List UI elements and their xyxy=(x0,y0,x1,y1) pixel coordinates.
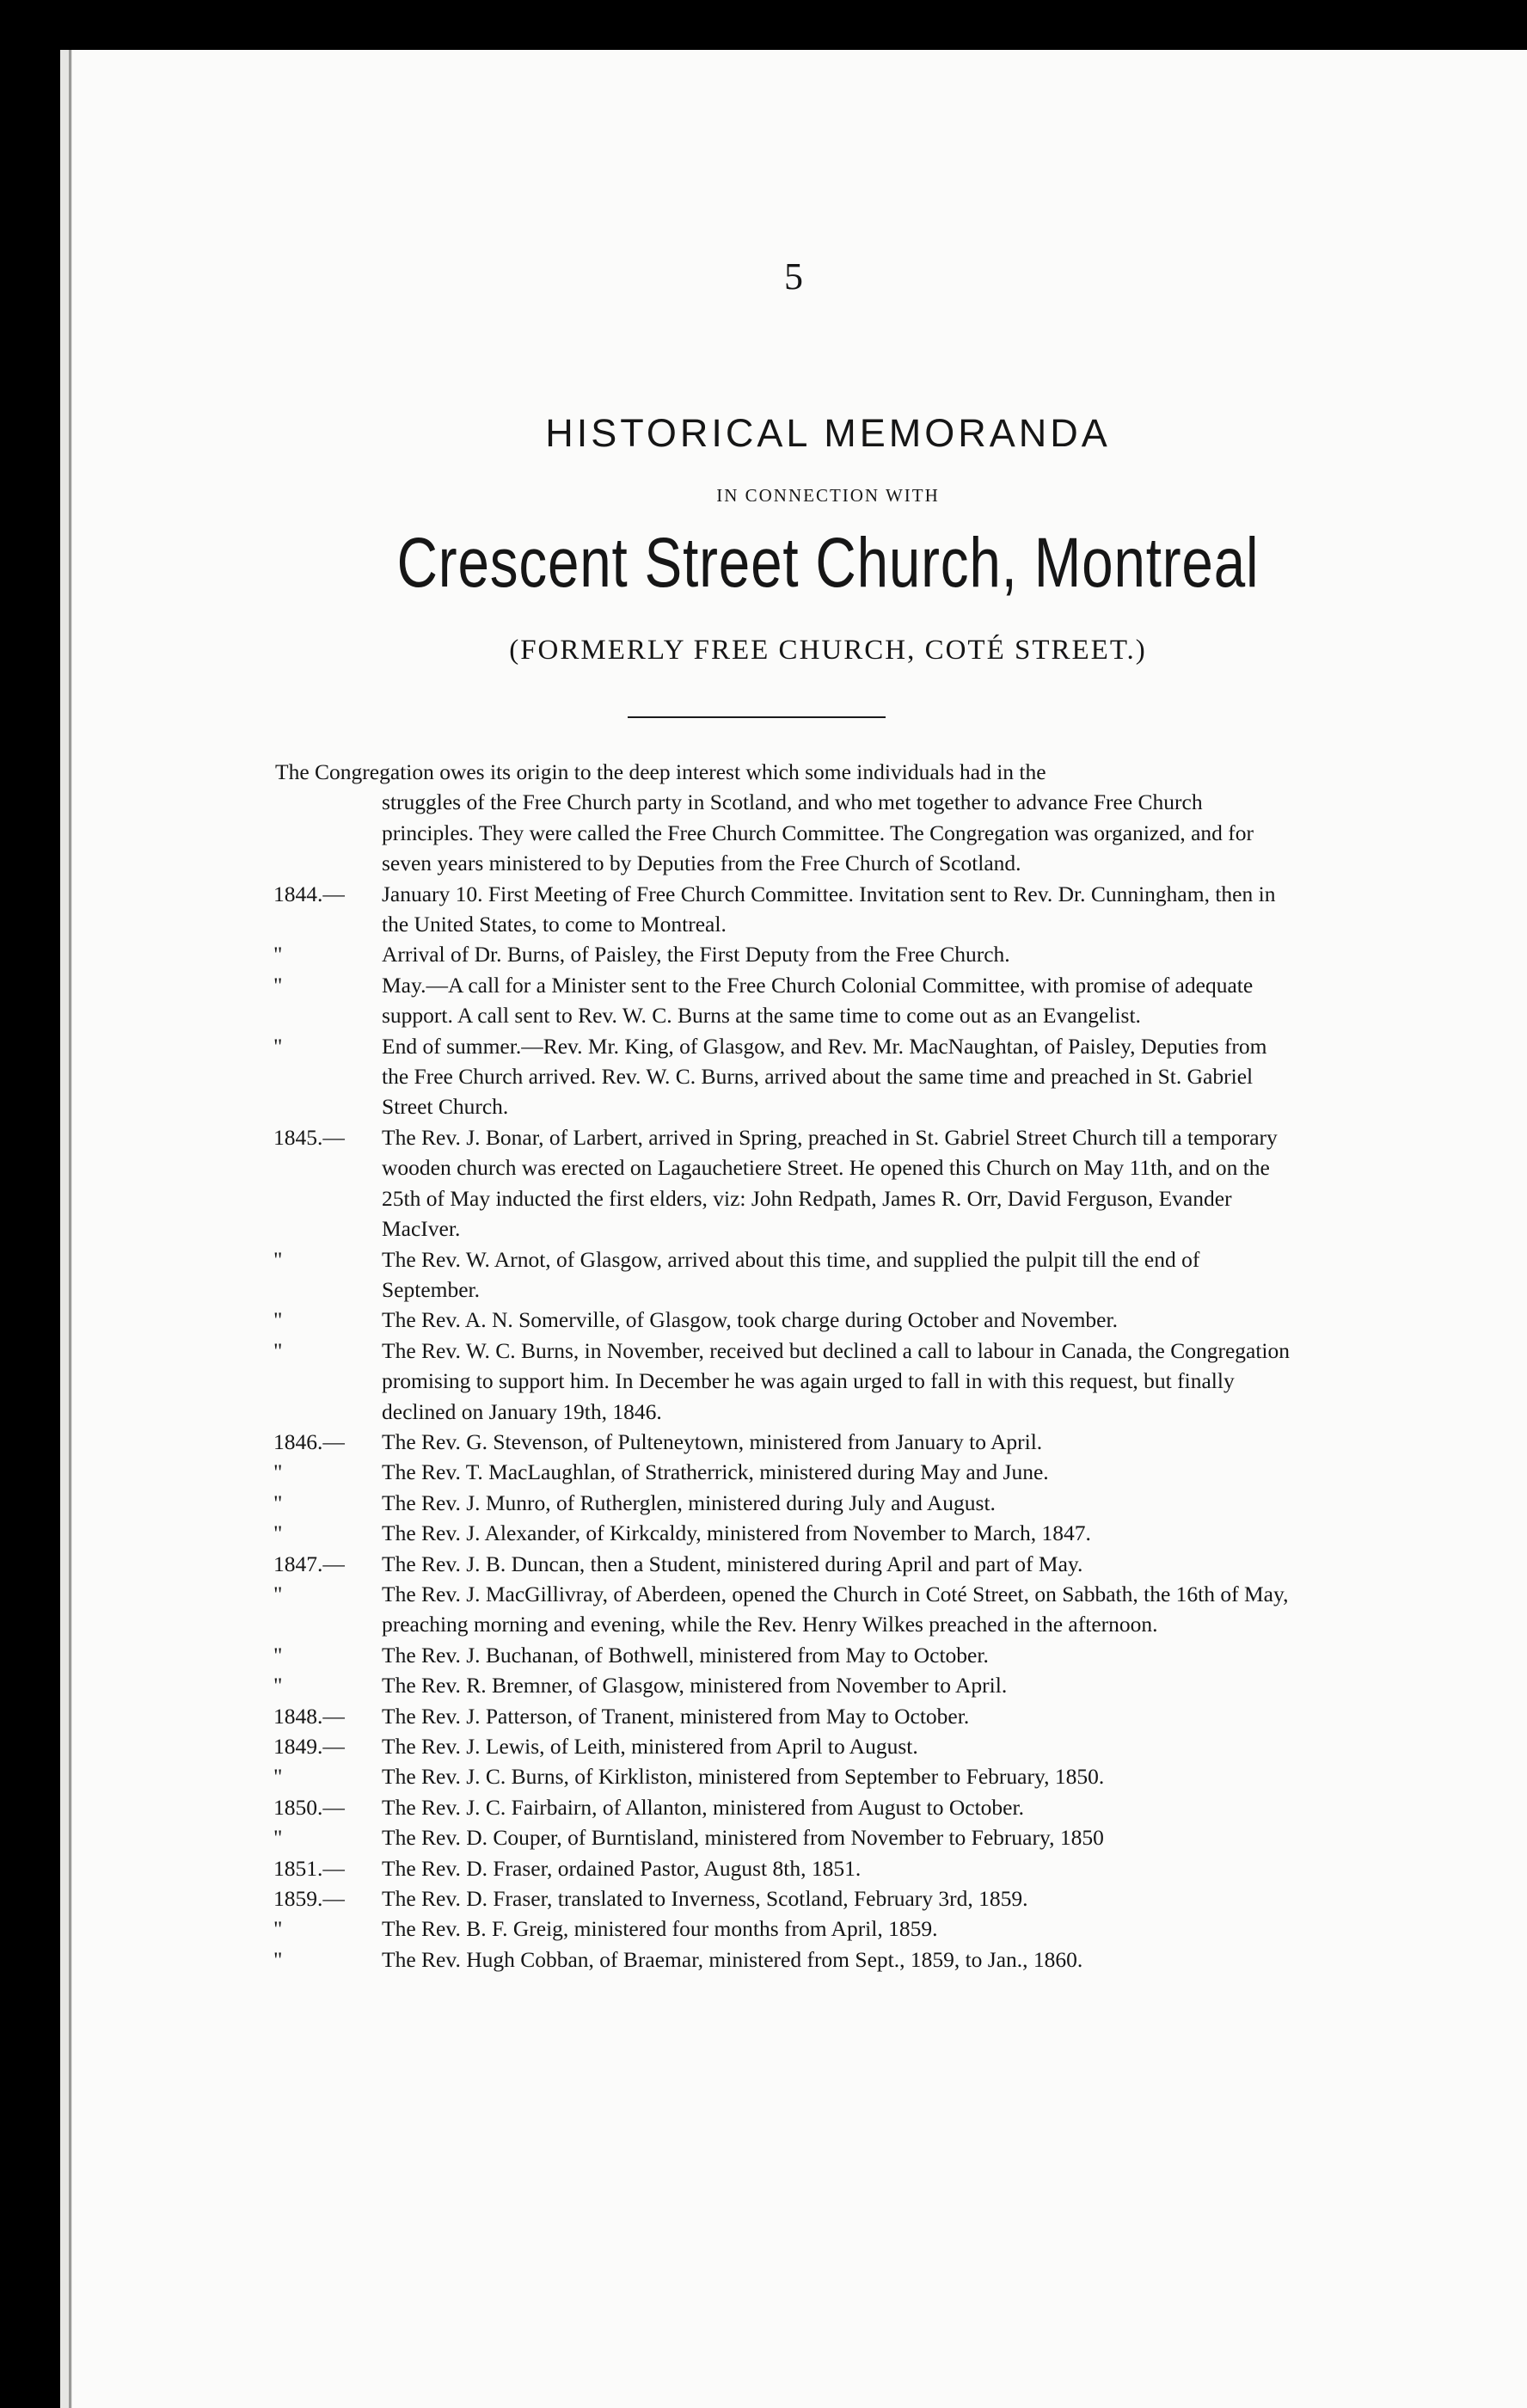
memorandum-entry xyxy=(275,1457,1290,1487)
entry-year-marker: 1859.— xyxy=(273,1886,345,1912)
memorandum-entry xyxy=(275,939,1290,969)
entry-year-marker: " xyxy=(273,1764,283,1790)
entry-text: The Rev. J. C. Fairbairn, of Allanton, ministered from August to October. xyxy=(382,1794,1024,1820)
memorandum-entry xyxy=(275,1853,1290,1883)
entry-year-marker: 1845.— xyxy=(273,1124,345,1150)
entry-text: The Rev. D. Couper, of Burntisland, ministered from November to February, 1850 xyxy=(382,1825,1104,1851)
memorandum-entry xyxy=(275,1761,1290,1791)
memorandum-entry xyxy=(275,1640,1290,1670)
entry-text: The Rev. Hugh Cobban, of Braemar, ministered from Sept., 1859, to Jan., 1860. xyxy=(382,1946,1083,1972)
entry-year-marker: " xyxy=(273,1916,283,1942)
memorandum-entry xyxy=(275,1701,1290,1731)
entry-text: The Rev. J. Munro, of Rutherglen, ministered during July and August. xyxy=(382,1490,996,1515)
entry-year-marker: 1847.— xyxy=(273,1551,345,1576)
entry-year-marker: " xyxy=(273,1825,283,1851)
entry-year-marker: " xyxy=(273,1642,283,1668)
entry-year-marker: 1850.— xyxy=(273,1794,345,1820)
entry-text: The Rev. J. Patterson, of Tranent, ministered from May to October. xyxy=(382,1703,970,1729)
memoranda-body xyxy=(275,757,1290,1975)
memorandum-entry xyxy=(275,1549,1290,1579)
entry-text: The Rev. J. MacGillivray, of Aberdeen, opened the Church in Coté Street, on Sabbath, the 16th of May, preaching morning and evening, while the Rev. Henry Wilkes preached in the afternoon. xyxy=(382,1581,1289,1637)
intro-continuation: struggles of the Free Church party in Scotland, and who met together to advance Free Church principles. They were called the Free Church Committee. The Congregation was organized, and for seven years ministered to by Deputies from the Free Church of Scotland. xyxy=(382,789,1254,876)
memorandum-entry xyxy=(275,1244,1290,1305)
entry-text: Arrival of Dr. Burns, of Paisley, the First Deputy from the Free Church. xyxy=(382,942,1010,968)
entry-year-marker: " xyxy=(273,1307,283,1333)
entry-year-marker: 1846.— xyxy=(273,1428,345,1454)
intro-first-line: The Congregation owes its origin to the deep interest which some individuals had in the xyxy=(275,759,1046,784)
title-connector: IN CONNECTION WITH xyxy=(716,485,940,506)
memorandum-entry xyxy=(275,1883,1290,1914)
entry-year-marker: 1849.— xyxy=(273,1734,345,1759)
memorandum-entry xyxy=(275,1914,1290,1944)
entry-text: The Rev. J. B. Duncan, then a Student, ministered during April and part of May. xyxy=(382,1551,1083,1576)
entry-text: The Rev. D. Fraser, translated to Inverness, Scotland, February 3rd, 1859. xyxy=(382,1886,1028,1912)
memorandum-entry xyxy=(275,1305,1290,1335)
entry-year-marker: " xyxy=(273,1459,283,1485)
entry-text: The Rev. R. Bremner, of Glasgow, ministered from November to April. xyxy=(382,1673,1008,1698)
intro-paragraph xyxy=(275,757,1290,879)
entry-text: The Rev. D. Fraser, ordained Pastor, August 8th, 1851. xyxy=(382,1855,862,1881)
page-fold-line xyxy=(69,50,71,2408)
memorandum-entry xyxy=(275,1518,1290,1548)
entry-year-marker: " xyxy=(273,1337,283,1363)
entry-year-marker: " xyxy=(273,1246,283,1272)
entry-year-marker: " xyxy=(273,1946,283,1972)
memorandum-entry xyxy=(275,1670,1290,1700)
document-title: HISTORICAL MEMORANDA xyxy=(545,411,1111,455)
entry-year-marker: " xyxy=(273,1520,283,1546)
entry-text: The Rev. G. Stevenson, of Pulteneytown, ministered from January to April. xyxy=(382,1428,1043,1454)
entry-year-marker: " xyxy=(273,1581,283,1606)
former-name: (FORMERLY FREE CHURCH, COTÉ STREET.) xyxy=(509,635,1147,666)
entry-text: End of summer.—Rev. Mr. King, of Glasgow, and Rev. Mr. MacNaughtan, of Paisley, Deputies from the Free Church arrived. Rev. W. C. Burns, arrived about the same time and preached in St. Gabriel Street Church. xyxy=(382,1033,1267,1120)
entry-text: The Rev. W. Arnot, of Glasgow, arrived about this time, and supplied the pulpit till the end of September. xyxy=(382,1246,1200,1302)
entry-text: January 10. First Meeting of Free Church Committee. Invitation sent to Rev. Dr. Cunningham, then in the United States, to come to Montreal. xyxy=(382,881,1276,937)
entry-text: The Rev. J. Buchanan, of Bothwell, ministered from May to October. xyxy=(382,1642,989,1668)
title-divider xyxy=(628,716,886,718)
entry-text: The Rev. T. MacLaughlan, of Stratherrick, ministered during May and June. xyxy=(382,1459,1049,1485)
entry-text: The Rev. B. F. Greig, ministered four months from April, 1859. xyxy=(382,1916,938,1942)
memorandum-entry xyxy=(275,1944,1290,1975)
memorandum-entry xyxy=(275,1122,1290,1244)
memorandum-entry xyxy=(275,1031,1290,1122)
entry-year-marker: 1851.— xyxy=(273,1855,345,1881)
memorandum-entry xyxy=(275,1731,1290,1761)
entry-text: The Rev. J. Alexander, of Kirkcaldy, ministered from November to March, 1847. xyxy=(382,1520,1091,1546)
church-name: Crescent Street Church, Montreal xyxy=(396,524,1260,602)
memorandum-entry xyxy=(275,1488,1290,1518)
memorandum-entry xyxy=(275,1427,1290,1457)
page-number: 5 xyxy=(784,255,803,298)
memorandum-entry xyxy=(275,1579,1290,1640)
entry-year-marker: " xyxy=(273,972,283,998)
memorandum-entry xyxy=(275,970,1290,1031)
entry-text: The Rev. J. Bonar, of Larbert, arrived in Spring, preached in St. Gabriel Street Church till a temporary wooden church was erected on Lagauchetiere Street. He opened this Church on May 11th, and on the 25th of May inducted the first elders, viz: John Redpath, James R. Orr, David Ferguson, Evander MacIver. xyxy=(382,1124,1278,1242)
book-page xyxy=(60,50,1527,2408)
entries-list xyxy=(275,879,1290,1975)
entry-year-marker: 1848.— xyxy=(273,1703,345,1729)
entry-text: The Rev. A. N. Somerville, of Glasgow, took charge during October and November. xyxy=(382,1307,1118,1333)
memorandum-entry xyxy=(275,1792,1290,1822)
entry-text: May.—A call for a Minister sent to the Free Church Colonial Committee, with promise of adequate support. A call sent to Rev. W. C. Burns at the same time to come out as an Evangelist. xyxy=(382,972,1254,1029)
entry-year-marker: " xyxy=(273,1673,283,1698)
entry-year-marker: " xyxy=(273,1033,283,1059)
entry-year-marker: " xyxy=(273,1490,283,1515)
entry-text: The Rev. J. C. Burns, of Kirkliston, ministered from September to February, 1850. xyxy=(382,1764,1105,1790)
entry-text: The Rev. J. Lewis, of Leith, ministered from April to August. xyxy=(382,1734,918,1759)
memorandum-entry xyxy=(275,1822,1290,1852)
entry-text: The Rev. W. C. Burns, in November, received but declined a call to labour in Canada, the Congregation promising to support him. In December he was again urged to fall in with this request, but finally declined on January 19th, 1846. xyxy=(382,1337,1290,1424)
memorandum-entry xyxy=(275,879,1290,940)
entry-year-marker: 1844.— xyxy=(273,881,345,906)
memorandum-entry xyxy=(275,1336,1290,1427)
entry-year-marker: " xyxy=(273,942,283,968)
